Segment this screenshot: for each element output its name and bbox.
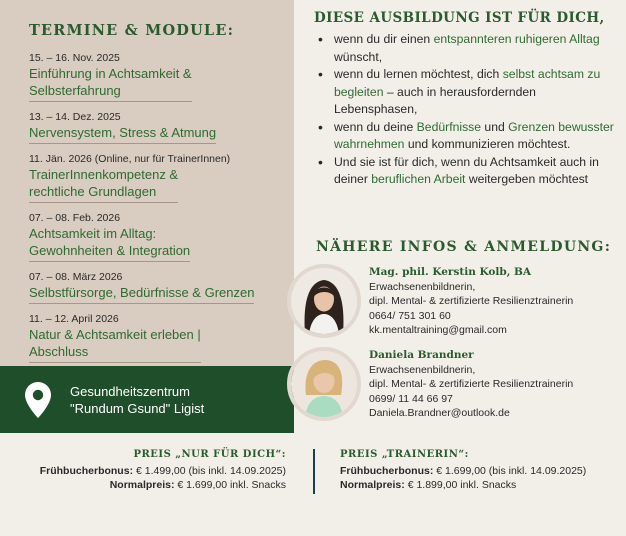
- module-title: [29, 166, 178, 203]
- module-title-line: Gewohnheiten & Integration: [29, 243, 191, 258]
- module-item: [29, 110, 294, 144]
- module-item: [29, 211, 294, 262]
- contact-phone[interactable]: 0699/ 11 44 66 97: [369, 392, 453, 405]
- module-title: [29, 65, 192, 102]
- module-title-line: Abschluss: [29, 344, 89, 359]
- contact-email[interactable]: kk.mentaltraining@gmail.com: [369, 324, 507, 336]
- price-early: Frühbucherbonus: € 1.499,00 (bis inkl. 14.09.2025): [39, 465, 286, 477]
- location-line: Gesundheitszentrum: [70, 383, 190, 399]
- module-item: [29, 312, 294, 363]
- location-bar: [0, 366, 294, 433]
- list-item: • wenn du lernen möchtest, dich selbst achtsam zu begleiten – auch in herausfordernden Lebensphasen,: [314, 66, 614, 119]
- contact-name: Daniela Brandner: [369, 349, 474, 361]
- module-date: 13. – 14. Dez. 2025: [29, 111, 121, 123]
- price-early: Frühbucherbonus: € 1.699,00 (bis inkl. 14.09.2025): [340, 465, 587, 477]
- module-item: [29, 152, 294, 203]
- contact-card: [287, 264, 617, 338]
- module-title: [29, 326, 201, 363]
- avatar: [287, 347, 361, 421]
- schedule-heading: TERMINE & MODULE:: [29, 22, 235, 39]
- list-item: • Und sie ist für dich, wenn du Achtsamkeit auch in deiner beruflichen Arbeit weitergeben möchtest: [314, 154, 614, 189]
- list-item: • wenn du deine Bedürfnisse und Grenzen bewusster wahrnehmen und kommunizieren möchtest.: [314, 119, 614, 154]
- portrait-image: [291, 268, 357, 334]
- contact-role: Erwachsenenbildnerin,: [369, 280, 476, 293]
- module-date: 07. – 08. März 2026: [29, 271, 123, 283]
- price-block-personal: [40, 449, 286, 492]
- module-title-line: rechtliche Grundlagen: [29, 184, 157, 199]
- module-item: [29, 270, 294, 304]
- module-title: [29, 225, 190, 262]
- portrait-image: [291, 351, 357, 417]
- schedule-panel: [0, 0, 294, 366]
- module-date: 11. – 12. April 2026: [29, 313, 119, 325]
- map-pin-icon: [24, 381, 52, 419]
- price-block-trainer: [340, 449, 586, 492]
- contact-info: [369, 264, 573, 338]
- contact-role: dipl. Mental- & zertifizierte Resilienztrainerin: [369, 295, 574, 307]
- module-title-line: TrainerInnenkompetenz &: [29, 167, 179, 182]
- contact-role: dipl. Mental- & zertifizierte Resilienztrainerin: [369, 378, 574, 390]
- audience-section: [314, 10, 614, 189]
- price-normal: Normalpreis: € 1.699,00 inkl. Snacks: [109, 479, 286, 491]
- contact-info: [369, 347, 573, 421]
- price-divider: [313, 449, 315, 494]
- contact-name: Mag. phil. Kerstin Kolb, BA: [369, 266, 532, 278]
- module-title-line: Einführung in Achtsamkeit &: [29, 66, 192, 81]
- module-date: 11. Jän. 2026 (Online, nur für TrainerInnen): [29, 153, 231, 165]
- price-normal: Normalpreis: € 1.899,00 inkl. Snacks: [340, 479, 517, 491]
- contact-email[interactable]: Daniela.Brandner@outlook.de: [369, 407, 510, 419]
- location-text: [70, 383, 204, 417]
- contact-phone[interactable]: 0664/ 751 301 60: [369, 309, 451, 322]
- module-item: [29, 51, 294, 102]
- audience-list: [314, 31, 614, 189]
- module-title-line: Nervensystem, Stress & Atmung: [29, 125, 217, 140]
- module-title-line: Selbstfürsorge, Bedürfnisse & Grenzen: [29, 285, 255, 300]
- contact-card: [287, 347, 617, 421]
- infos-heading: NÄHERE INFOS & ANMELDUNG:: [316, 239, 612, 255]
- contact-role: Erwachsenenbildnerin,: [369, 363, 476, 376]
- module-title-line: Selbsterfahrung: [29, 83, 121, 98]
- audience-heading: DIESE AUSBILDUNG IST FÜR DICH,: [314, 10, 605, 26]
- module-date: 07. – 08. Feb. 2026: [29, 212, 121, 224]
- price-heading: PREIS „NUR FÜR DICH“:: [133, 449, 286, 460]
- module-title: [29, 124, 216, 144]
- price-heading: PREIS „TRAINERIN“:: [340, 449, 469, 460]
- module-date: 15. – 16. Nov. 2025: [29, 52, 120, 64]
- module-title-line: Achtsamkeit im Alltag:: [29, 226, 157, 241]
- location-line: "Rundum Gsund" Ligist: [70, 400, 205, 416]
- avatar: [287, 264, 361, 338]
- module-title-line: Natur & Achtsamkeit erleben |: [29, 327, 201, 342]
- module-title: [29, 284, 254, 304]
- list-item: • wenn du dir einen entspannteren ruhigeren Alltag wünscht,: [314, 31, 614, 66]
